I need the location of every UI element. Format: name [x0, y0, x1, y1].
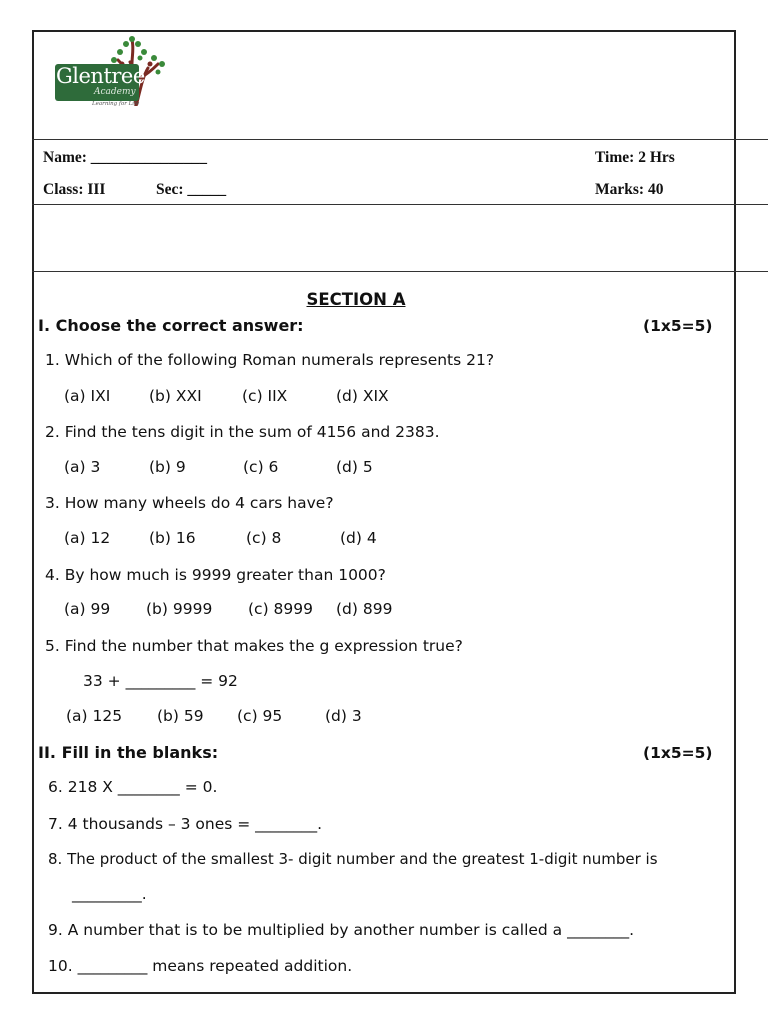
divider	[32, 139, 768, 140]
question-7: 7. 4 thousands – 3 ones = ________.	[48, 815, 323, 833]
q3-option-a: (a) 12	[64, 529, 111, 547]
q1-option-c: (c) IIX	[242, 387, 288, 405]
q1-option-d: (d) XIX	[336, 387, 389, 405]
part2-numeral: II.	[38, 743, 56, 762]
q3-option-d: (d) 4	[340, 529, 377, 547]
question-9: 9. A number that is to be multiplied by another number is called a ________.	[48, 921, 635, 939]
part1-instruction: Choose the correct answer:	[55, 316, 304, 335]
divider	[32, 271, 768, 272]
section-title: SECTION A	[306, 290, 406, 309]
logo-tagline: Learning for Life	[92, 101, 140, 107]
q4-option-c: (c) 8999	[248, 600, 313, 618]
logo-wordmark: Glentree	[56, 64, 145, 88]
part2-instruction: Fill in the blanks:	[61, 743, 219, 762]
part1-marks: (1x5=5)	[643, 317, 713, 335]
q3-option-b: (b) 16	[149, 529, 196, 547]
class-label: Class: III	[43, 181, 106, 198]
question-8-blank: _________.	[72, 885, 147, 903]
part1-heading	[38, 316, 304, 335]
divider	[32, 204, 768, 205]
marks-label: Marks: 40	[595, 181, 664, 198]
question-1: 1. Which of the following Roman numerals represents 21?	[45, 351, 495, 369]
q2-option-c: (c) 6	[243, 458, 279, 476]
part2-heading	[38, 743, 218, 762]
q5-expression: 33 + _________ = 92	[83, 672, 238, 690]
q2-option-a: (a) 3	[64, 458, 101, 476]
q5-option-b: (b) 59	[157, 707, 204, 725]
q5-option-a: (a) 125	[66, 707, 123, 725]
logo-subtitle: Academy	[94, 87, 136, 97]
q4-option-d: (d) 899	[336, 600, 393, 618]
question-10: 10. _________ means repeated addition.	[48, 957, 353, 975]
q5-option-c: (c) 95	[237, 707, 283, 725]
question-2: 2. Find the tens digit in the sum of 4156 and 2383.	[45, 423, 440, 441]
question-6: 6. 218 X ________ = 0.	[48, 778, 218, 796]
question-4: 4. By how much is 9999 greater than 1000?	[45, 566, 386, 584]
q1-option-a: (a) IXI	[64, 387, 111, 405]
q3-option-c: (c) 8	[246, 529, 282, 547]
question-3: 3. How many wheels do 4 cars have?	[45, 494, 334, 512]
q4-option-a: (a) 99	[64, 600, 111, 618]
time-label: Time: 2 Hrs	[595, 149, 675, 166]
school-logo	[52, 34, 172, 110]
question-5: 5. Find the number that makes the g expression true?	[45, 637, 463, 655]
q4-option-b: (b) 9999	[146, 600, 213, 618]
section-field: Sec: _____	[156, 181, 227, 198]
q1-option-b: (b) XXI	[149, 387, 202, 405]
question-8: 8. The product of the smallest 3- digit number and the greatest 1-digit number is	[48, 850, 658, 868]
name-field: Name: _______________	[43, 149, 208, 166]
q2-option-b: (b) 9	[149, 458, 186, 476]
part1-numeral: I.	[38, 316, 51, 335]
part2-marks: (1x5=5)	[643, 744, 713, 762]
q5-option-d: (d) 3	[325, 707, 362, 725]
q2-option-d: (d) 5	[336, 458, 373, 476]
